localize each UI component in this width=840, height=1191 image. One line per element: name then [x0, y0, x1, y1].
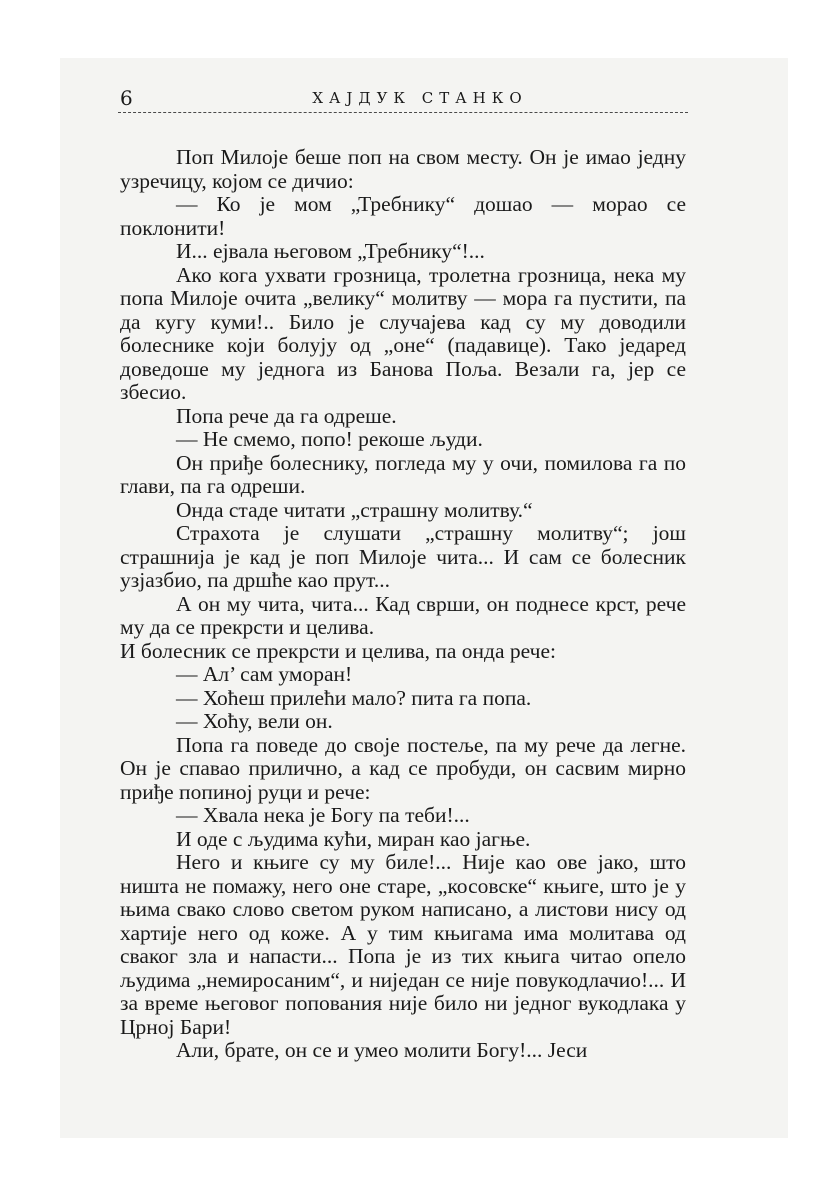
paragraph: Онда стаде читати „страшну молитву.“ [176, 497, 533, 522]
paragraph: Него и књиге су му биле!... Није као ове јако, што ништа не помажу, него оне старе, „косовске“ књиге, што је у њима свако слово светом руком написано, а листови нису од хартије него од коже. А у тим књигама има молитава од сваког зла и напасти... Попа је из тих књига читао опело људима „немиросаним“, и ниједан се није повукодлачио!... И за време његовог попования није било ни једног вукодлака у Црној Бари! [120, 850, 686, 1039]
header-rule [118, 112, 688, 113]
page-number: 6 [120, 86, 133, 110]
paragraph: Попа рече да га одреше. [176, 403, 397, 428]
paragraph: — Хоћу, вели он. [176, 709, 333, 733]
paragraph: Страхота је слушати „страшну молитву“; још страшнија је кад је поп Милоје чита... И сам се болесник узјазбио, па дршће као прут... [120, 521, 686, 592]
paragraph: Поп Милоје беше поп на свом месту. Он је имао једну узречицу, којом се дичио: [120, 145, 686, 193]
paragraph: Али, брате, он се и умео молити Богу!... Јеси [176, 1038, 588, 1062]
paragraph: И болесник се прекрсти и целива, па онда рече: [120, 638, 556, 663]
paragraph: Попа га поведе до своје постеље, па му рече да легне. Он је спавао прилично, а кад се пробуди, он сасвим мирно приђе попиној руци и рече: [120, 732, 686, 804]
running-title: ХАЈДУК СТАНКО [312, 89, 528, 107]
paragraph: — Не смемо, попо! рекоше људи. [176, 427, 483, 451]
paragraph: Он приђе болеснику, погледа му у очи, помилова га по глави, па га одреши. [120, 450, 686, 498]
body-text [120, 146, 686, 1063]
paragraph: Ако кога ухвати грозница, тролетна грозница, нека му попа Милоје очита „велику“ молитву — мора га пустити, па да кугу куми!.. Било је случајева кад су му доводили болеснике који болују од „оне“ (падавице). Тако једаред доведоше му једнога из Банова Поља. Везали га, јер се збесио. [120, 262, 686, 404]
paragraph: — Ко је мом „Требнику“ дошао — морао се поклонити! [120, 192, 686, 240]
paragraph: И... ејвала његовом „Требнику“!... [176, 239, 485, 263]
paragraph: И оде с људима кући, миран као јагње. [176, 826, 531, 851]
paragraph: — Ал’ сам уморан! [176, 662, 353, 686]
paragraph: — Хоћеш прилећи мало? пита га попа. [176, 685, 532, 710]
paragraph: А он му чита, чита... Кад сврши, он поднесе крст, рече му да се прекрсти и целива. [120, 591, 686, 639]
paragraph: — Хвала нека је Богу па теби!... [176, 803, 470, 827]
